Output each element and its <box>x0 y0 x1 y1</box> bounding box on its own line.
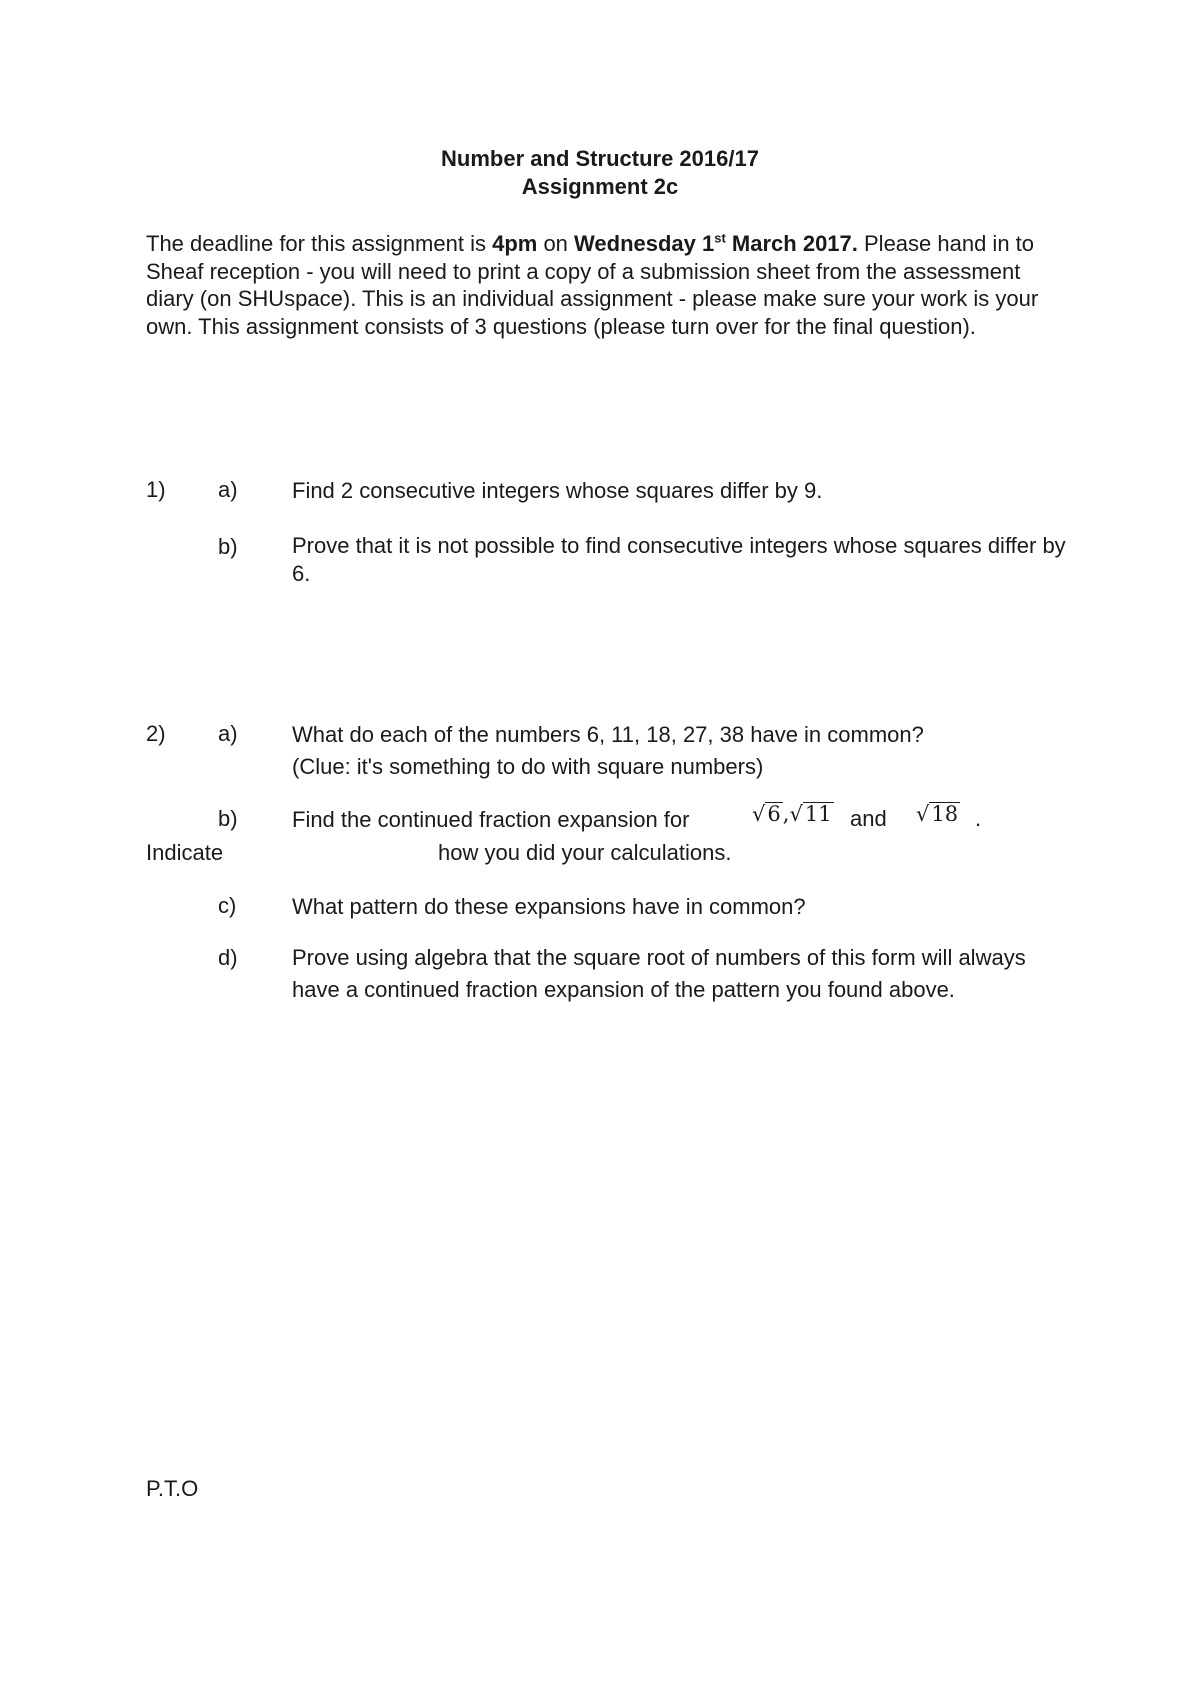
question-2b-indicate: Indicate <box>146 840 224 865</box>
question-1-number: 1) <box>146 477 166 502</box>
radicand-6: 6 <box>767 802 781 826</box>
intro-text-1: The deadline for this assignment is <box>146 231 493 256</box>
sqrt-18: √18 <box>916 802 959 826</box>
sqrt-6-expression <box>752 802 834 826</box>
deadline-day-suffix: st <box>714 230 726 246</box>
question-2c-label: c) <box>218 893 237 918</box>
question-2b-label: b) <box>218 806 238 831</box>
question-2b-text: Find the continued fraction expansion for <box>292 807 690 832</box>
intro-text-2: on <box>537 231 575 256</box>
question-1b-text: Prove that it is not possible to find consecutive integers whose squares differ by 6. <box>292 533 1066 586</box>
question-1a-label: a) <box>218 477 238 502</box>
deadline-time: 4pm <box>492 231 538 256</box>
radicand-18: 18 <box>931 802 959 826</box>
question-1b-label: b) <box>218 534 238 559</box>
question-2c-text: What pattern do these expansions have in common? <box>292 894 806 919</box>
question-2b-and: and <box>850 806 887 831</box>
question-2a-label: a) <box>218 721 238 746</box>
deadline-day <box>574 231 858 256</box>
sqrt-18-expression <box>916 802 960 826</box>
question-2d-text: Prove using algebra that the square root of numbers of this form will always have a continued fraction expansion of the pattern you found above. <box>292 945 1026 1002</box>
question-2a-text-line1: What do each of the numbers 6, 11, 18, 27, 38 have in common? <box>292 722 924 747</box>
radicand-11: 11 <box>804 802 832 826</box>
math-comma: , <box>782 802 790 826</box>
question-2b-period: . <box>975 806 982 831</box>
sqrt-11: √11 <box>789 802 832 826</box>
document-subtitle: Assignment 2c <box>521 174 679 199</box>
deadline-date: March 2017. <box>725 231 858 256</box>
please-turn-over: P.T.O <box>146 1476 199 1501</box>
question-2d-label: d) <box>218 945 238 970</box>
deadline-day-text: Wednesday 1 <box>574 231 715 256</box>
question-2a-clue: (Clue: it's something to do with square numbers) <box>292 754 764 779</box>
question-2-number: 2) <box>146 721 166 746</box>
intro-text-3: Please hand in to Sheaf reception - you will need to print a copy of a submission sheet from the assessment diary (on SHUspace). This is an individual assignment - please make sure your work is your own. This assignment consists of 3 questions (please turn over for the final question). <box>146 231 1039 339</box>
sqrt-6: √6 <box>752 802 781 826</box>
intro-paragraph <box>146 230 1066 340</box>
document-title: Number and Structure 2016/17 <box>441 146 759 171</box>
question-1a-text: Find 2 consecutive integers whose squares differ by 9. <box>292 478 823 503</box>
question-2b-text-line2: how you did your calculations. <box>438 840 732 865</box>
